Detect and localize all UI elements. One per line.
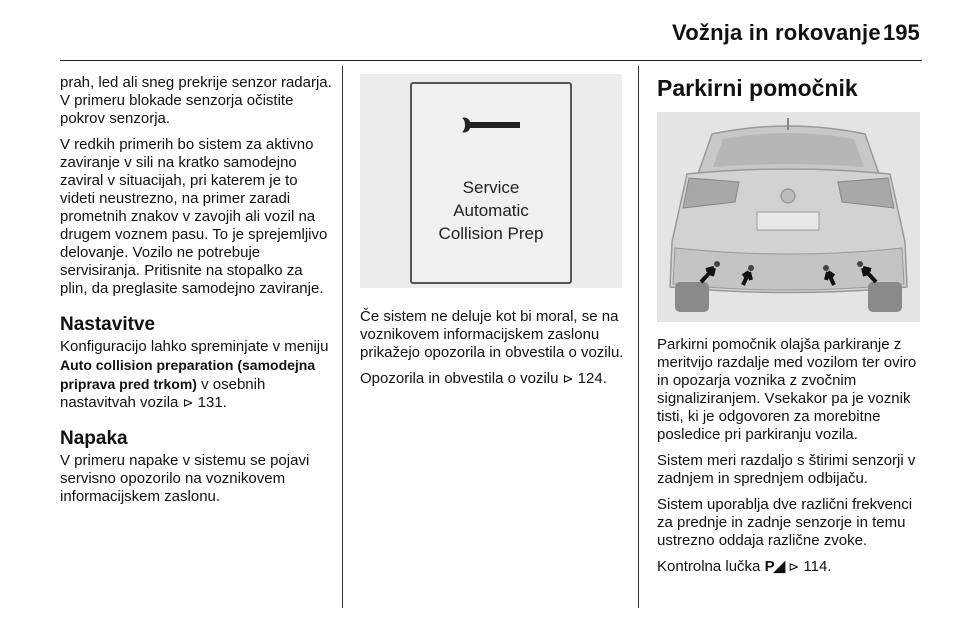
- car-rear-sensors-figure: [657, 112, 920, 322]
- paragraph-sensors: Sistem meri razdaljo s štirimi senzorji v zadnjem in sprednjem odbijaču.: [657, 452, 916, 487]
- left-column: [60, 74, 332, 514]
- settings-menu-label: Auto collision preparation (samodejna priprava pred trkom): [60, 357, 316, 392]
- page-ref-arrow-icon: ⊳: [788, 559, 800, 574]
- car-rear-illustration: [657, 112, 920, 322]
- control-light-ref-page: 114.: [799, 558, 832, 575]
- vehicle-messages-text: Opozorila in obvestila o vozilu: [360, 370, 563, 387]
- page-ref-arrow-icon: ⊳: [562, 371, 574, 386]
- display-line-automatic: Automatic: [453, 201, 529, 220]
- display-message: [412, 176, 570, 245]
- heading-fault: Napaka: [60, 428, 128, 449]
- display-line-collision-prep: Collision Prep: [438, 224, 544, 243]
- paragraph-settings: [60, 338, 332, 412]
- paragraph-control-light: [657, 558, 922, 576]
- control-light-text: Kontrolna lučka: [657, 558, 765, 575]
- paragraph-fault: V primeru napake v sistemu se pojavi servisno opozorilo na voznikovem informacijskem zaslonu.: [60, 452, 310, 505]
- driver-info-display: [410, 82, 572, 284]
- paragraph-parking-assist-intro: Parkirni pomočnik olajša parkiranje z meritvijo razdalje med vozilom ter oviro in opozarja voznika z zvočnim signaliziranjem. Vsekakor pa je voznik tisti, ki je odgovoren za morebitne posledice pri parkiranju vozila.: [657, 336, 917, 443]
- page-ref-arrow-icon: ⊳: [182, 395, 194, 410]
- right-column: [657, 74, 922, 584]
- paragraph-vehicle-messages: [360, 370, 624, 388]
- column-divider-right: [638, 66, 639, 608]
- heading-settings: Nastavitve: [60, 314, 156, 335]
- middle-column: [360, 74, 624, 396]
- paragraph-automatic-braking: V redkih primerih bo sistem za aktivno zaviranje v sili na kratko samodejno zaviral v situacijah, pri katerem je to videti neustrezno, na primer zaradi prometnih znakov v zavojih ali vozil na drugem voznem pasu. To je sprejemljivo delovanje. Vozilo ne potrebuje servisiranja. Pritisnite na stopalko za plin, da preglasite samodejno zaviranje.: [60, 136, 328, 297]
- vehicle-messages-ref-page: 124.: [573, 370, 607, 387]
- heading-parking-assist: Parkirni pomočnik: [657, 75, 858, 101]
- settings-text-before: Konfiguracijo lahko spreminjate v meniju: [60, 338, 329, 355]
- settings-text-after: v osebnih nastavitvah vozila: [60, 376, 266, 411]
- settings-ref-page: 131.: [193, 394, 227, 411]
- header-rule: [60, 60, 922, 61]
- service-display-figure: [360, 74, 622, 288]
- paragraph-radar-cleaning: prah, led ali sneg prekrije senzor radarja. V primeru blokade senzorja očistite pokrov senzorja.: [60, 74, 332, 127]
- wrench-icon: [460, 114, 522, 136]
- column-divider-left: [342, 66, 343, 608]
- parking-assist-icon: P◢: [764, 558, 785, 575]
- paragraph-frequencies: Sistem uporablja dve različni frekvenci za prednje in zadnje senzorje in temu ustrezno oddaja različne zvoke.: [657, 496, 913, 549]
- display-line-service: Service: [462, 178, 520, 197]
- page-number: 195: [883, 20, 920, 45]
- paragraph-warnings: Če sistem ne deluje kot bi moral, se na voznikovem informacijskem zaslonu prikažejo opozorila in obvestila o vozilu.: [360, 308, 624, 361]
- page-header-title: Vožnja in rokovanje: [672, 20, 881, 45]
